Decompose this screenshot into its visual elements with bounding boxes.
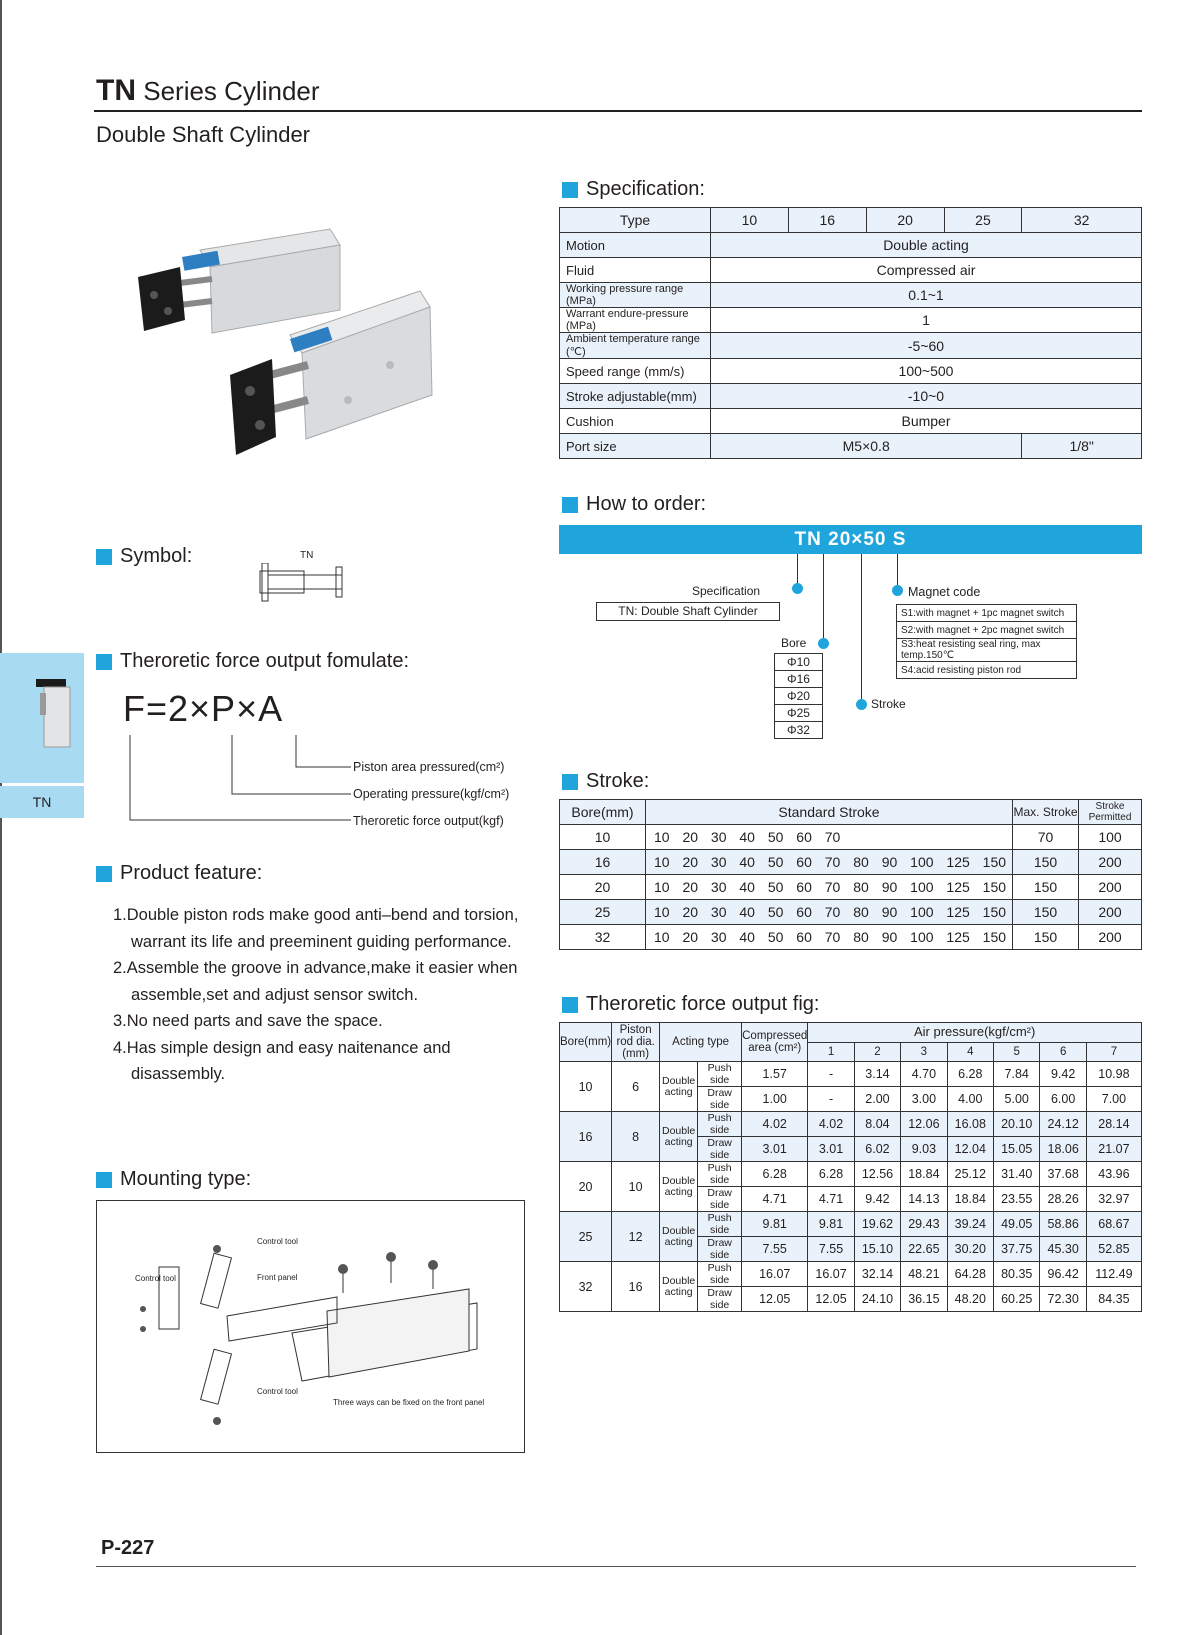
bullet-square-icon [96,1172,112,1188]
mount-label-control-2: Control tool [135,1274,176,1283]
force-row: 32 16 Double acting Push side 16.07 16.07 32.14 48.21 64.28 80.35 96.42 112.49 [560,1262,1142,1287]
order-magnet-label: Magnet code [908,585,981,599]
bore-option: Φ32 [775,722,823,739]
magnet-code: S2:with magnet + 2pc magnet switch [897,622,1077,639]
force-pressure-row: 1 2 3 4 5 6 7 [560,1042,1142,1062]
order-code-bar: TN 20×50 S [559,525,1142,554]
stroke-row: 32 10 20 30 40 50 60 70 80 90 100 125 150 150 200 [560,925,1142,950]
spec-row: Motion Double acting [560,233,1142,258]
stroke-row: 16 10 20 30 40 50 60 70 80 90 100 125 150 150 200 [560,850,1142,875]
stroke-row: 20 10 20 30 40 50 60 70 80 90 100 125 150 150 200 [560,875,1142,900]
side-tab-label: TN [0,786,84,818]
bore-option: Φ10 [775,654,823,671]
product-image [130,215,500,475]
spec-row: Ambient temperature range (℃) -5~60 [560,333,1142,359]
bullet-square-icon [96,654,112,670]
spec-row: Stroke adjustable(mm) -10~0 [560,384,1142,409]
bullet-square-icon [562,182,578,198]
magnet-code: S3:heat resisting seal ring, max temp.150℃ [897,639,1077,662]
section-specification: Specification: [562,178,705,201]
spec-header-row: Type 10 16 20 25 32 [560,208,1142,233]
order-spec-value: TN: Double Shaft Cylinder [596,602,780,621]
magnet-code: S4:acid resisting piston rod [897,662,1077,679]
formula-label-pressure: Operating pressure(kgf/cm²) [353,787,510,801]
stroke-row: 10 10 20 30 40 50 60 70 70 100 [560,825,1142,850]
magnet-code: S1:with magnet + 1pc magnet switch [897,605,1077,622]
section-formula: Theroretic force output fomulate: [96,650,409,673]
order-bore-table [774,653,823,739]
mount-label-control-1: Control tool [257,1237,298,1246]
spec-row: Port size M5×0.8 1/8" [560,434,1142,459]
order-dot-magnet [892,585,903,596]
order-bore-label: Bore [781,636,807,650]
section-stroke: Stroke: [562,770,649,793]
section-feature: Product feature: [96,862,262,885]
footer-rule [96,1566,1136,1567]
mount-caption: Three ways can be fixed on the front panel [333,1398,485,1407]
force-row: 10 6 Double acting Push side 1.57 - 3.14 4.70 6.28 7.84 9.42 10.98 [560,1062,1142,1087]
cylinder-symbol-icon [256,563,348,603]
bore-option: Φ20 [775,688,823,705]
mount-label-front-panel: Front panel [257,1273,298,1282]
section-mounting: Mounting type: [96,1168,251,1191]
order-line-magnet [897,554,898,586]
bullet-square-icon [96,866,112,882]
feature-item: 1.Double piston rods make good anti–bend and torsion, warrant its life and preeminent guiding performance. [113,906,519,951]
formula-leader-lines [126,732,356,822]
page-subtitle: Double Shaft Cylinder [96,122,311,147]
mounting-drawing [97,1201,524,1452]
force-row: Draw side 4.71 4.71 9.42 14.13 18.84 23.55 28.26 32.97 [560,1187,1142,1212]
bore-option: Φ16 [775,671,823,688]
stroke-table [559,799,1142,950]
force-row: Draw side 12.05 12.05 24.10 36.15 48.20 60.25 72.30 84.35 [560,1287,1142,1312]
order-magnet-table [896,604,1077,679]
title-rule [94,110,1142,112]
formula-label-force: Theroretic force output(kgf) [353,814,504,828]
section-symbol: Symbol: [96,545,192,568]
mounting-diagram [96,1200,525,1453]
force-row: 25 12 Double acting Push side 9.81 9.81 19.62 29.43 39.24 49.05 58.86 68.67 [560,1212,1142,1237]
side-tab-image [0,653,84,783]
feature-item: 4.Has simple design and easy naitenance and disassembly. [113,1038,451,1083]
spec-row: Warrant endure-pressure (MPa) 1 [560,308,1142,333]
force-header-row: Bore(mm) Piston rod dia. (mm) Acting type Compressed area (cm²) Air pressure(kgf/cm²) [560,1023,1142,1043]
order-line-stroke [861,554,862,702]
order-spec-label: Specification [692,584,761,598]
stroke-row: 25 10 20 30 40 50 60 70 80 90 100 125 150 150 200 [560,900,1142,925]
bullet-square-icon [562,497,578,513]
spec-row: Fluid Compressed air [560,258,1142,283]
order-dot-spec [792,583,803,594]
symbol-label: TN [300,550,314,561]
bore-option: Φ25 [775,705,823,722]
force-row: 20 10 Double acting Push side 6.28 6.28 12.56 18.84 25.12 31.40 37.68 43.96 [560,1162,1142,1187]
bullet-square-icon [562,774,578,790]
side-product-icon [0,653,84,783]
formula-expression: F=2×P×A [123,688,284,729]
section-force-fig: Theroretic force output fig: [562,993,819,1016]
order-line-spec [797,554,798,586]
feature-item: 2.Assemble the groove in advance,make it easier when assemble,set and adjust sensor switch. [113,959,518,1004]
spec-table [559,207,1142,459]
section-how-to-order: How to order: [562,493,706,516]
order-line-bore [823,554,824,640]
force-row: 16 8 Double acting Push side 4.02 4.02 8.04 12.06 16.08 20.10 24.12 28.14 [560,1112,1142,1137]
mount-label-control-3: Control tool [257,1387,298,1396]
order-stroke-label: Stroke [871,697,906,711]
page-title: TN Series Cylinder [96,74,320,107]
force-table [559,1022,1142,1312]
feature-list [113,902,533,1088]
stroke-header-row: Bore(mm) Standard Stroke Max. Stroke Stroke Permitted [560,800,1142,825]
force-row: Draw side 7.55 7.55 15.10 22.65 30.20 37.75 45.30 52.85 [560,1237,1142,1262]
spec-row: Cushion Bumper [560,409,1142,434]
page-number: P-227 [101,1537,155,1559]
force-row: Draw side 3.01 3.01 6.02 9.03 12.04 15.05 18.06 21.07 [560,1137,1142,1162]
feature-item: 3.No need parts and save the space. [113,1012,383,1030]
formula-label-area: Piston area pressured(cm²) [353,760,505,774]
order-dot-bore [818,638,829,649]
bullet-square-icon [96,549,112,565]
spec-row: Speed range (mm/s) 100~500 [560,359,1142,384]
spec-row: Working pressure range (MPa) 0.1~1 [560,283,1142,308]
force-row: Draw side 1.00 - 2.00 3.00 4.00 5.00 6.00 7.00 [560,1087,1142,1112]
bullet-square-icon [562,997,578,1013]
order-dot-stroke [856,699,867,710]
